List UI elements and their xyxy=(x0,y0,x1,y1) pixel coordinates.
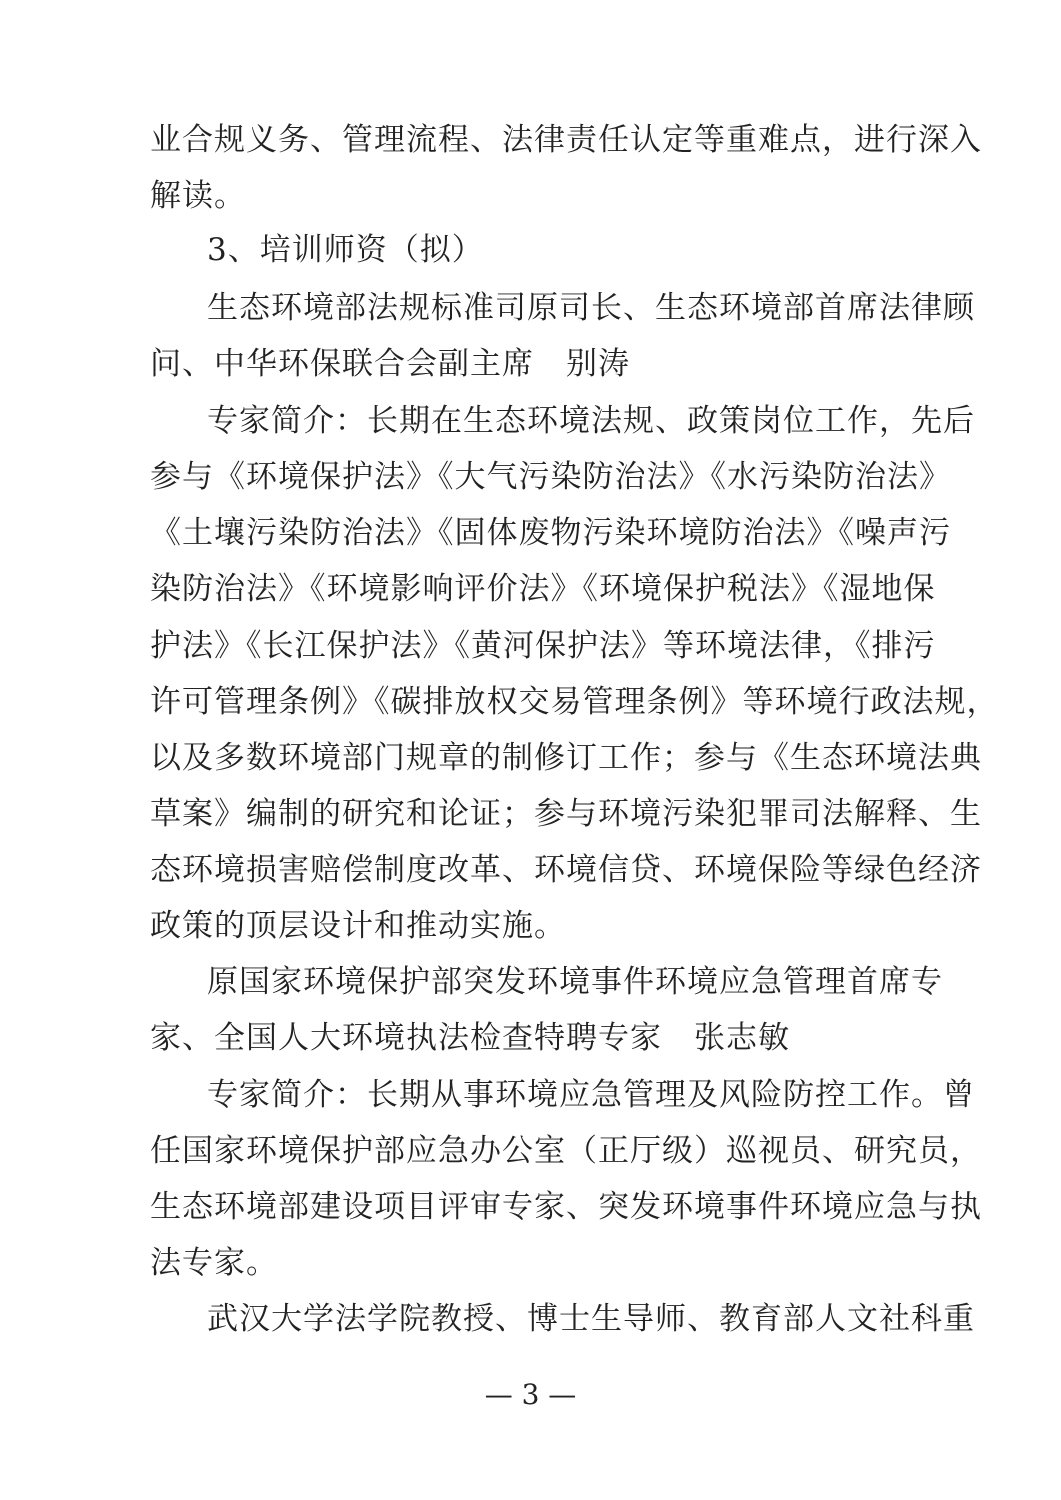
text-line: 以及多数环境部门规章的制修订工作；参与《生态环境法典 xyxy=(150,740,982,776)
page-number: — 3 — xyxy=(484,1378,577,1411)
text-line: 解读。 xyxy=(150,178,246,214)
text-line: 家、全国人大环境执法检查特聘专家 张志敏 xyxy=(150,1020,790,1056)
text-line: 态环境损害赔偿制度改革、环境信贷、环境保险等绿色经济 xyxy=(150,852,982,888)
text-line: 任国家环境保护部应急办公室（正厅级）巡视员、研究员， xyxy=(150,1133,982,1169)
text-line: 草案》编制的研究和论证；参与环境污染犯罪司法解释、生 xyxy=(150,796,982,832)
text-line: 政策的顶层设计和推动实施。 xyxy=(150,908,566,944)
text-line: 原国家环境保护部突发环境事件环境应急管理首席专 xyxy=(207,964,943,1000)
text-line: 专家简介：长期从事环境应急管理及风险防控工作。曾 xyxy=(207,1077,975,1113)
text-line: 生态环境部建设项目评审专家、突发环境事件环境应急与执 xyxy=(150,1189,982,1225)
text-line: 问、中华环保联合会副主席 别涛 xyxy=(150,346,630,382)
text-line: 法专家。 xyxy=(150,1245,278,1281)
text-line: 专家简介：长期在生态环境法规、政策岗位工作，先后 xyxy=(207,403,975,439)
text-line: 染防治法》《环境影响评价法》《环境保护税法》《湿地保 xyxy=(150,571,936,607)
text-line: 武汉大学法学院教授、博士生导师、教育部人文社科重 xyxy=(207,1301,975,1337)
text-line: 《土壤污染防治法》《固体废物污染环境防治法》《噪声污 xyxy=(150,515,951,551)
text-line: 业合规义务、管理流程、法律责任认定等重难点，进行深入 xyxy=(150,122,982,158)
section-heading: 3、培训师资（拟） xyxy=(207,232,484,268)
text-line: 生态环境部法规标准司原司长、生态环境部首席法律顾 xyxy=(207,290,975,326)
text-line: 许可管理条例》《碳排放权交易管理条例》等环境行政法规， xyxy=(150,684,999,720)
text-line: 护法》《长江保护法》《黄河保护法》等环境法律，《排污 xyxy=(150,628,936,664)
text-line: 参与《环境保护法》《大气污染防治法》《水污染防治法》 xyxy=(150,459,951,495)
